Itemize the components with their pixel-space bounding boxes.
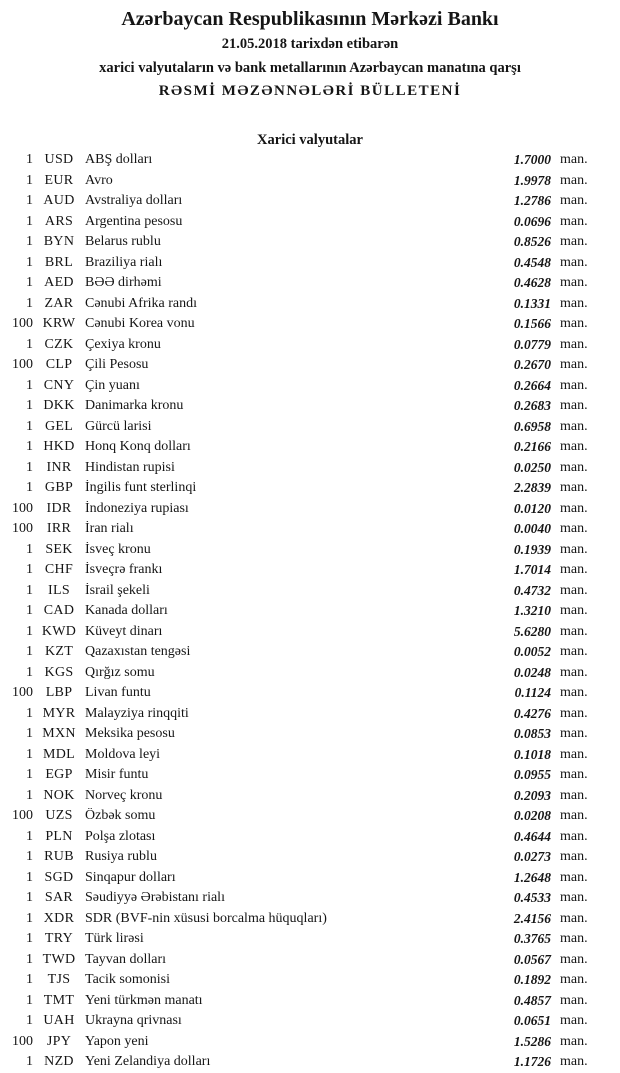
currency-code-cell: CAD: [43, 603, 75, 619]
currency-code-cell: KZT: [44, 644, 74, 660]
currency-code-cell: INR: [46, 459, 72, 475]
rate-cell: 0.0208: [513, 808, 551, 824]
unit-cell: man.: [560, 951, 588, 967]
currency-code-cell: TJS: [47, 972, 71, 988]
table-row: [0, 683, 608, 704]
unit-cell: man.: [560, 316, 588, 332]
table-row: [0, 991, 608, 1012]
quantity-cell: 1: [26, 951, 33, 967]
unit-cell: man.: [560, 398, 588, 414]
currency-name-cell: Cənubi Afrika randı: [85, 295, 197, 311]
table-row: [0, 171, 608, 192]
table-row: [0, 642, 608, 663]
table-row: [0, 519, 608, 540]
rate-cell: 0.2670: [513, 357, 551, 373]
unit-cell: man.: [560, 336, 588, 352]
unit-cell: man.: [560, 213, 588, 229]
table-row: [0, 970, 608, 991]
table-row: [0, 212, 608, 233]
quantity-cell: 1: [26, 562, 33, 578]
currency-code-cell: CHF: [44, 562, 74, 578]
unit-cell: man.: [560, 357, 588, 373]
rate-cell: 0.1566: [513, 316, 551, 332]
quantity-cell: 1: [26, 644, 33, 660]
currency-code-cell: DKK: [43, 398, 75, 414]
currency-code-cell: TMT: [43, 992, 75, 1008]
quantity-cell: 1: [26, 480, 33, 496]
currency-name-cell: Sinqapur dolları: [85, 869, 176, 885]
quantity-cell: 100: [12, 1033, 33, 1049]
table-row: [0, 335, 608, 356]
currency-name-cell: İsveçrə frankı: [85, 562, 163, 578]
quantity-cell: 1: [26, 931, 33, 947]
quantity-cell: 100: [12, 357, 33, 373]
quantity-cell: 100: [12, 685, 33, 701]
rate-cell: 0.0040: [513, 521, 551, 537]
rate-cell: 2.4156: [513, 910, 551, 926]
rate-cell: 0.0955: [513, 767, 551, 783]
bank-title: Azərbaycan Respublikasının Mərkəzi Bankı: [121, 8, 499, 30]
unit-cell: man.: [560, 746, 588, 762]
unit-cell: man.: [560, 152, 588, 168]
quantity-cell: 1: [26, 1013, 33, 1029]
currency-code-cell: AUD: [43, 193, 75, 209]
currency-code-cell: ARS: [44, 213, 74, 229]
quantity-cell: 1: [26, 623, 33, 639]
unit-cell: man.: [560, 459, 588, 475]
quantity-cell: 1: [26, 336, 33, 352]
currency-name-cell: Yeni Zelandiya dolları: [85, 1054, 211, 1070]
quantity-cell: 1: [26, 890, 33, 906]
rate-cell: 0.4644: [513, 828, 551, 844]
table-row: [0, 663, 608, 684]
currency-name-cell: Honq Konq dolları: [85, 439, 191, 455]
currency-name-cell: Cənubi Korea vonu: [85, 316, 195, 332]
currency-name-cell: Özbək somu: [85, 808, 156, 824]
currency-name-cell: Avro: [85, 172, 113, 188]
quantity-cell: 1: [26, 295, 33, 311]
currency-code-cell: XDR: [43, 910, 75, 926]
quantity-cell: 1: [26, 275, 33, 291]
currency-code-cell: PLN: [45, 828, 73, 844]
quantity-cell: 1: [26, 972, 33, 988]
table-row: [0, 396, 608, 417]
unit-cell: man.: [560, 418, 588, 434]
unit-cell: man.: [560, 562, 588, 578]
rate-cell: 0.1892: [513, 972, 551, 988]
currency-code-cell: GBP: [44, 480, 74, 496]
currency-code-cell: SEK: [45, 541, 73, 557]
rate-cell: 0.0120: [513, 500, 551, 516]
currency-code-cell: CLP: [45, 357, 73, 373]
quantity-cell: 1: [26, 705, 33, 721]
currency-code-cell: MYR: [42, 705, 76, 721]
bulletin-title: RƏSMİ MƏZƏNNƏLƏRİ BÜLLETENİ: [158, 83, 462, 99]
table-row: [0, 150, 608, 171]
currency-name-cell: Çexiya kronu: [85, 336, 161, 352]
unit-cell: man.: [560, 910, 588, 926]
currency-code-cell: KGS: [44, 664, 74, 680]
currency-name-cell: Yeni türkmən manatı: [85, 992, 203, 1008]
unit-cell: man.: [560, 1054, 588, 1070]
quantity-cell: 1: [26, 459, 33, 475]
table-row: [0, 724, 608, 745]
currency-code-cell: CZK: [44, 336, 74, 352]
quantity-cell: 1: [26, 377, 33, 393]
currency-name-cell: İngilis funt sterlinqi: [85, 480, 197, 496]
unit-cell: man.: [560, 808, 588, 824]
unit-cell: man.: [560, 500, 588, 516]
currency-code-cell: SAR: [44, 890, 74, 906]
unit-cell: man.: [560, 890, 588, 906]
unit-cell: man.: [560, 767, 588, 783]
quantity-cell: 1: [26, 1054, 33, 1070]
quantity-cell: 1: [26, 869, 33, 885]
currency-name-cell: İran rialı: [85, 521, 134, 537]
currency-code-cell: BYN: [43, 234, 75, 250]
quantity-cell: 1: [26, 541, 33, 557]
table-row: [0, 704, 608, 725]
quantity-cell: 1: [26, 910, 33, 926]
scope-line: xarici valyutaların və bank metallarının Azərbaycan manatına qarşı: [99, 60, 521, 76]
table-row: [0, 560, 608, 581]
table-row: [0, 806, 608, 827]
rate-cell: 0.4533: [513, 890, 551, 906]
table-row: [0, 581, 608, 602]
currency-code-cell: ILS: [48, 582, 70, 598]
currency-name-cell: ABŞ dolları: [85, 152, 153, 168]
currency-code-cell: UAH: [43, 1013, 75, 1029]
table-row: [0, 827, 608, 848]
currency-name-cell: Qırğız somu: [85, 664, 155, 680]
currency-code-cell: HKD: [43, 439, 75, 455]
rate-cell: 0.4548: [513, 254, 551, 270]
unit-cell: man.: [560, 1033, 588, 1049]
unit-cell: man.: [560, 295, 588, 311]
currency-name-cell: Belarus rublu: [85, 234, 161, 250]
unit-cell: man.: [560, 521, 588, 537]
unit-cell: man.: [560, 787, 588, 803]
currency-code-cell: LBP: [45, 685, 73, 701]
currency-code-cell: EGP: [45, 767, 73, 783]
rate-cell: 0.4857: [513, 992, 551, 1008]
unit-cell: man.: [560, 685, 588, 701]
table-row: [0, 868, 608, 889]
currency-code-cell: IDR: [46, 500, 72, 516]
currency-name-cell: Hindistan rupisi: [85, 459, 175, 475]
rate-cell: 0.4276: [513, 705, 551, 721]
section-title-foreign-currencies: Xarici valyutalar: [257, 132, 363, 148]
table-row: [0, 437, 608, 458]
currency-name-cell: Yapon yeni: [85, 1033, 149, 1049]
currency-name-cell: BƏƏ dirhəmi: [85, 275, 162, 291]
quantity-cell: 100: [12, 500, 33, 516]
unit-cell: man.: [560, 439, 588, 455]
rate-cell: 1.9978: [513, 172, 551, 188]
rate-cell: 5.6280: [513, 623, 551, 639]
unit-cell: man.: [560, 992, 588, 1008]
table-row: [0, 909, 608, 930]
unit-cell: man.: [560, 828, 588, 844]
currency-name-cell: Küveyt dinarı: [85, 623, 163, 639]
table-row: [0, 253, 608, 274]
rate-cell: 0.4628: [513, 275, 551, 291]
unit-cell: man.: [560, 664, 588, 680]
rate-cell: 0.1124: [514, 685, 551, 701]
quantity-cell: 1: [26, 152, 33, 168]
currency-name-cell: Norveç kronu: [85, 787, 163, 803]
quantity-cell: 1: [26, 254, 33, 270]
quantity-cell: 1: [26, 664, 33, 680]
currency-name-cell: Meksika pesosu: [85, 726, 175, 742]
table-row: [0, 622, 608, 643]
table-row: [0, 376, 608, 397]
currency-name-cell: Qazaxıstan tengəsi: [85, 644, 191, 660]
currency-code-cell: KWD: [41, 623, 77, 639]
rate-cell: 0.0250: [513, 459, 551, 475]
unit-cell: man.: [560, 541, 588, 557]
table-row: [0, 601, 608, 622]
rate-cell: 1.2786: [513, 193, 551, 209]
currency-name-cell: Rusiya rublu: [85, 849, 157, 865]
currency-name-cell: İsveç kronu: [85, 541, 151, 557]
currency-code-cell: NOK: [43, 787, 75, 803]
quantity-cell: 1: [26, 787, 33, 803]
unit-cell: man.: [560, 623, 588, 639]
currency-name-cell: Danimarka kronu: [85, 398, 184, 414]
rate-cell: 1.1726: [513, 1054, 551, 1070]
rate-cell: 0.1331: [513, 295, 551, 311]
rate-cell: 0.8526: [513, 234, 551, 250]
currency-code-cell: SGD: [44, 869, 74, 885]
table-row: [0, 950, 608, 971]
unit-cell: man.: [560, 480, 588, 496]
table-row: [0, 929, 608, 950]
quantity-cell: 100: [12, 808, 33, 824]
table-row: [0, 745, 608, 766]
unit-cell: man.: [560, 849, 588, 865]
unit-cell: man.: [560, 275, 588, 291]
rate-cell: 1.3210: [513, 603, 551, 619]
currency-code-cell: USD: [44, 152, 74, 168]
quantity-cell: 100: [12, 521, 33, 537]
currency-code-cell: AED: [44, 275, 74, 291]
unit-cell: man.: [560, 377, 588, 393]
rate-cell: 0.1939: [513, 541, 551, 557]
table-row: [0, 847, 608, 868]
bulletin-header: [0, 0, 620, 103]
currency-name-cell: Avstraliya dolları: [85, 193, 183, 209]
table-row: [0, 1052, 608, 1073]
currency-name-cell: Tayvan dolları: [85, 951, 167, 967]
unit-cell: man.: [560, 582, 588, 598]
effective-date-line: 21.05.2018 tarixdən etibarən: [221, 36, 399, 52]
unit-cell: man.: [560, 705, 588, 721]
table-row: [0, 765, 608, 786]
currency-code-cell: MDL: [42, 746, 75, 762]
rate-cell: 0.6958: [513, 418, 551, 434]
rate-cell: 1.2648: [513, 869, 551, 885]
unit-cell: man.: [560, 603, 588, 619]
rate-cell: 0.1018: [513, 746, 551, 762]
rate-cell: 1.7014: [513, 562, 551, 578]
rate-cell: 0.0052: [513, 644, 551, 660]
currency-name-cell: Kanada dolları: [85, 603, 168, 619]
quantity-cell: 1: [26, 746, 33, 762]
quantity-cell: 1: [26, 193, 33, 209]
quantity-cell: 1: [26, 398, 33, 414]
currency-name-cell: Türk lirəsi: [85, 931, 144, 947]
currency-code-cell: KRW: [42, 316, 76, 332]
table-row: [0, 478, 608, 499]
quantity-cell: 1: [26, 603, 33, 619]
currency-name-cell: Çin yuanı: [85, 377, 140, 393]
currency-code-cell: MXN: [42, 726, 76, 742]
quantity-cell: 1: [26, 418, 33, 434]
table-row: [0, 458, 608, 479]
currency-code-cell: GEL: [44, 418, 74, 434]
currency-code-cell: BRL: [44, 254, 74, 270]
currency-name-cell: Gürcü larisi: [85, 418, 152, 434]
currency-name-cell: Səudiyyə Ərəbistanı rialı: [85, 890, 225, 906]
table-row: [0, 888, 608, 909]
currency-name-cell: İsrail şekeli: [85, 582, 150, 598]
rate-cell: 2.2839: [513, 480, 551, 496]
unit-cell: man.: [560, 726, 588, 742]
quantity-cell: 100: [12, 316, 33, 332]
quantity-cell: 1: [26, 849, 33, 865]
quantity-cell: 1: [26, 992, 33, 1008]
quantity-cell: 1: [26, 582, 33, 598]
currency-name-cell: Moldova leyi: [85, 746, 161, 762]
currency-code-cell: TWD: [42, 951, 76, 967]
unit-cell: man.: [560, 193, 588, 209]
rate-cell: 0.2664: [513, 377, 551, 393]
table-row: [0, 499, 608, 520]
rate-cell: 0.2166: [513, 439, 551, 455]
currency-code-cell: CNY: [43, 377, 75, 393]
quantity-cell: 1: [26, 234, 33, 250]
unit-cell: man.: [560, 972, 588, 988]
currency-name-cell: SDR (BVF-nin xüsusi borcalma hüquqları): [85, 910, 327, 926]
quantity-cell: 1: [26, 439, 33, 455]
currency-code-cell: JPY: [46, 1033, 72, 1049]
unit-cell: man.: [560, 869, 588, 885]
currency-name-cell: Braziliya rialı: [85, 254, 163, 270]
rate-cell: 0.0779: [513, 336, 551, 352]
rate-cell: 0.2683: [513, 398, 551, 414]
unit-cell: man.: [560, 931, 588, 947]
table-row: [0, 273, 608, 294]
table-row: [0, 1011, 608, 1032]
quantity-cell: 1: [26, 172, 33, 188]
unit-cell: man.: [560, 254, 588, 270]
currency-code-cell: IRR: [46, 521, 72, 537]
currency-name-cell: Polşa zlotası: [85, 828, 156, 844]
rate-cell: 0.0651: [513, 1013, 551, 1029]
rate-cell: 0.4732: [513, 582, 551, 598]
unit-cell: man.: [560, 234, 588, 250]
rate-cell: 0.2093: [513, 787, 551, 803]
quantity-cell: 1: [26, 213, 33, 229]
table-row: [0, 355, 608, 376]
currency-name-cell: Tacik somonisi: [85, 972, 170, 988]
unit-cell: man.: [560, 644, 588, 660]
quantity-cell: 1: [26, 828, 33, 844]
quantity-cell: 1: [26, 726, 33, 742]
quantity-cell: 1: [26, 767, 33, 783]
unit-cell: man.: [560, 1013, 588, 1029]
rate-cell: 0.0567: [513, 951, 551, 967]
rate-cell: 0.0696: [513, 213, 551, 229]
rate-cell: 0.3765: [513, 931, 551, 947]
currency-name-cell: Misir funtu: [85, 767, 149, 783]
currency-code-cell: TRY: [44, 931, 74, 947]
rates-table: [0, 150, 620, 1073]
table-row: [0, 232, 608, 253]
table-row: [0, 294, 608, 315]
rate-cell: 1.7000: [513, 152, 551, 168]
rate-cell: 0.0248: [513, 664, 551, 680]
table-row: [0, 417, 608, 438]
currency-name-cell: Argentina pesosu: [85, 213, 183, 229]
table-row: [0, 191, 608, 212]
unit-cell: man.: [560, 172, 588, 188]
rate-cell: 0.0273: [513, 849, 551, 865]
table-row: [0, 314, 608, 335]
currency-name-cell: Çili Pesosu: [85, 357, 149, 373]
currency-code-cell: UZS: [45, 808, 73, 824]
table-row: [0, 786, 608, 807]
currency-code-cell: NZD: [44, 1054, 74, 1070]
currency-name-cell: İndoneziya rupiası: [85, 500, 189, 516]
currency-code-cell: EUR: [44, 172, 74, 188]
table-row: [0, 1032, 608, 1053]
currency-code-cell: RUB: [44, 849, 74, 865]
currency-code-cell: ZAR: [44, 295, 74, 311]
currency-name-cell: Livan funtu: [85, 685, 151, 701]
currency-name-cell: Ukrayna qrivnası: [85, 1013, 182, 1029]
currency-name-cell: Malayziya rinqqiti: [85, 705, 189, 721]
table-row: [0, 540, 608, 561]
rate-cell: 0.0853: [513, 726, 551, 742]
rate-cell: 1.5286: [513, 1033, 551, 1049]
